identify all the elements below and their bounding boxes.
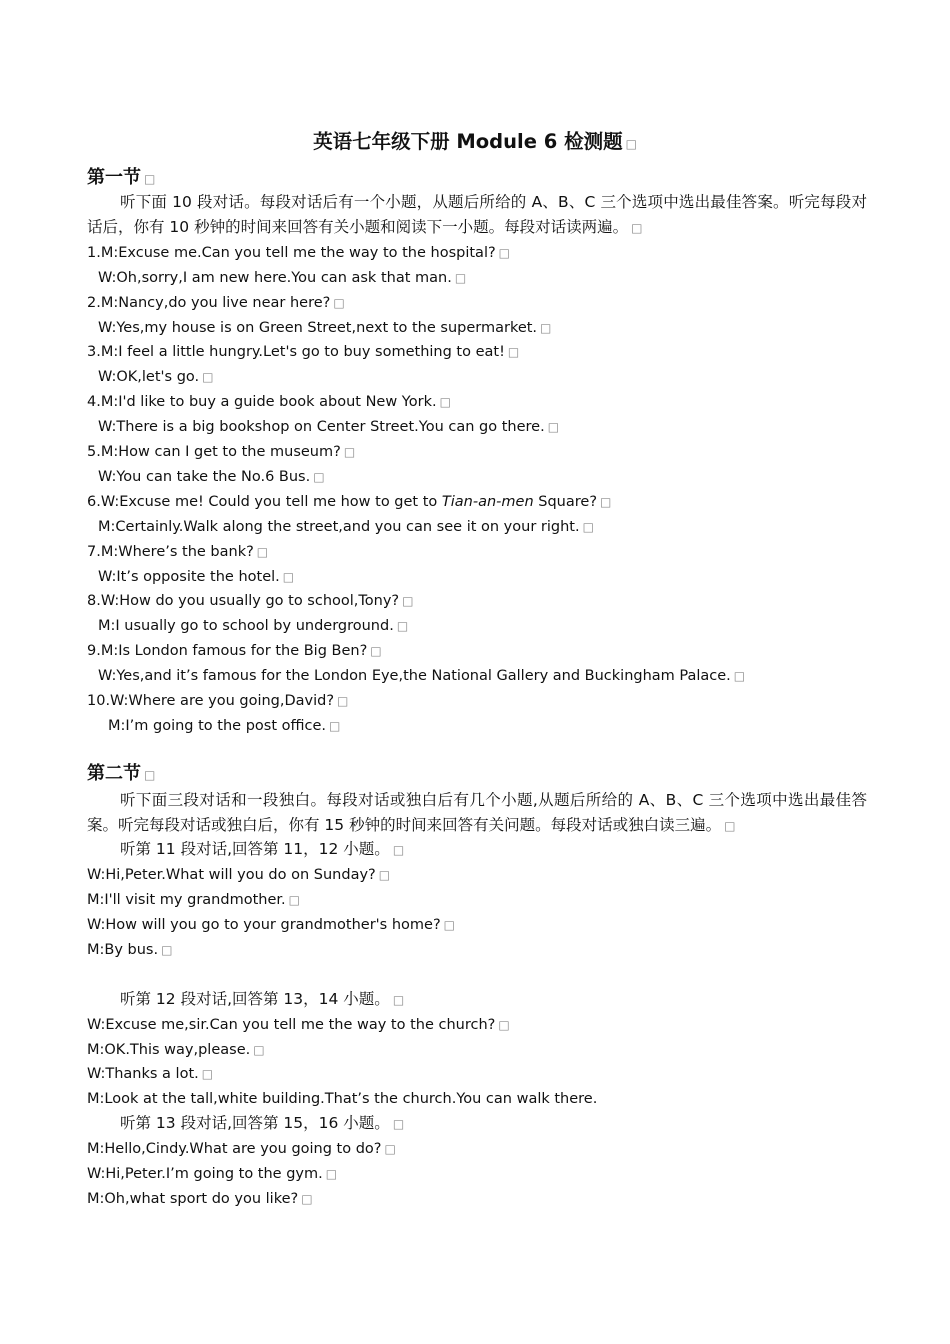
dialog-line: M:I'll visit my grandmother.□ bbox=[87, 890, 300, 910]
dialog-line: W:There is a big bookshop on Center Street.You can go there.□ bbox=[98, 417, 559, 437]
dialog-line: W:Hi,Peter.I’m going to the gym.□ bbox=[87, 1164, 337, 1184]
section-2-instructions: 听下面三段对话和一段独白。每段对话或独白后有几个小题,从题后所给的 A、B、C 三个选项中选出最佳答案。听完每段对话或独白后，你有 15 秒钟的时间来回答有关问题。每段对话或独白读三遍。□ bbox=[87, 788, 867, 839]
dialog-line: M:Oh,what sport do you like?□ bbox=[87, 1189, 313, 1209]
dialog-line: W:How will you go to your grandmother's home?□ bbox=[87, 915, 455, 935]
dialog-line: W:Yes,and it’s famous for the London Eye,the National Gallery and Buckingham Palace.□ bbox=[98, 666, 745, 686]
dialog-line: W:Oh,sorry,I am new here.You can ask that man.□ bbox=[98, 268, 466, 288]
dialog-line: M:OK.This way,please.□ bbox=[87, 1040, 265, 1060]
dialog-line: M:By bus.□ bbox=[87, 940, 172, 960]
dialog-line: 7.M:Where’s the bank?□ bbox=[87, 542, 268, 562]
section-1-heading: 第一节□ bbox=[87, 166, 155, 191]
dialog-line: M:Look at the tall,white building.That’s the church.You can walk there. bbox=[87, 1091, 598, 1107]
dialog-line: 10.W:Where are you going,David?□ bbox=[87, 691, 348, 711]
document-title: 英语七年级下册 Module 6 检测题□ bbox=[0, 128, 950, 158]
dialog-13-instruction: 听第 13 段对话,回答第 15，16 小题。□ bbox=[120, 1113, 404, 1134]
dialog-12-instruction: 听第 12 段对话,回答第 13，14 小题。□ bbox=[120, 989, 404, 1010]
dialog-line: 8.W:How do you usually go to school,Tony?□ bbox=[87, 591, 413, 611]
dialog-line: W:Excuse me,sir.Can you tell me the way to the church?□ bbox=[87, 1015, 510, 1035]
dialog-line: W:It’s opposite the hotel.□ bbox=[98, 567, 294, 587]
dialog-line: M:I usually go to school by underground.□ bbox=[98, 616, 408, 636]
section-1-instructions: 听下面 10 段对话。每段对话后有一个小题，从题后所给的 A、B、C 三个选项中选出最佳答案。听完每段对话后，你有 10 秒钟的时间来回答有关小题和阅读下一小题。每段对话读两遍。□ bbox=[87, 190, 867, 241]
dialog-line: W:You can take the No.6 Bus.□ bbox=[98, 467, 325, 487]
dialog-line: 4.M:I'd like to buy a guide book about New York.□ bbox=[87, 392, 451, 412]
dialog-line: 6.W:Excuse me! Could you tell me how to get to Tian-an-men Square?□ bbox=[87, 492, 611, 512]
dialog-line: M:Hello,Cindy.What are you going to do?□ bbox=[87, 1139, 396, 1159]
dialog-line: 9.M:Is London famous for the Big Ben?□ bbox=[87, 641, 382, 661]
dialog-line: W:Thanks a lot.□ bbox=[87, 1064, 213, 1084]
dialog-line: M:Certainly.Walk along the street,and you can see it on your right.□ bbox=[98, 517, 594, 537]
dialog-11-instruction: 听第 11 段对话,回答第 11，12 小题。□ bbox=[120, 839, 404, 860]
dialog-line: 3.M:I feel a little hungry.Let's go to buy something to eat!□ bbox=[87, 342, 519, 362]
dialog-line: 1.M:Excuse me.Can you tell me the way to the hospital?□ bbox=[87, 243, 510, 263]
section-2-heading: 第二节□ bbox=[87, 762, 155, 787]
dialog-line: W:OK,let's go.□ bbox=[98, 367, 213, 387]
dialog-line: M:I’m going to the post office.□ bbox=[108, 716, 340, 736]
dialog-line: 2.M:Nancy,do you live near here?□ bbox=[87, 293, 345, 313]
dialog-line: 5.M:How can I get to the museum?□ bbox=[87, 442, 355, 462]
dialog-line: W:Yes,my house is on Green Street,next to the supermarket.□ bbox=[98, 318, 551, 338]
dialog-line: W:Hi,Peter.What will you do on Sunday?□ bbox=[87, 865, 390, 885]
